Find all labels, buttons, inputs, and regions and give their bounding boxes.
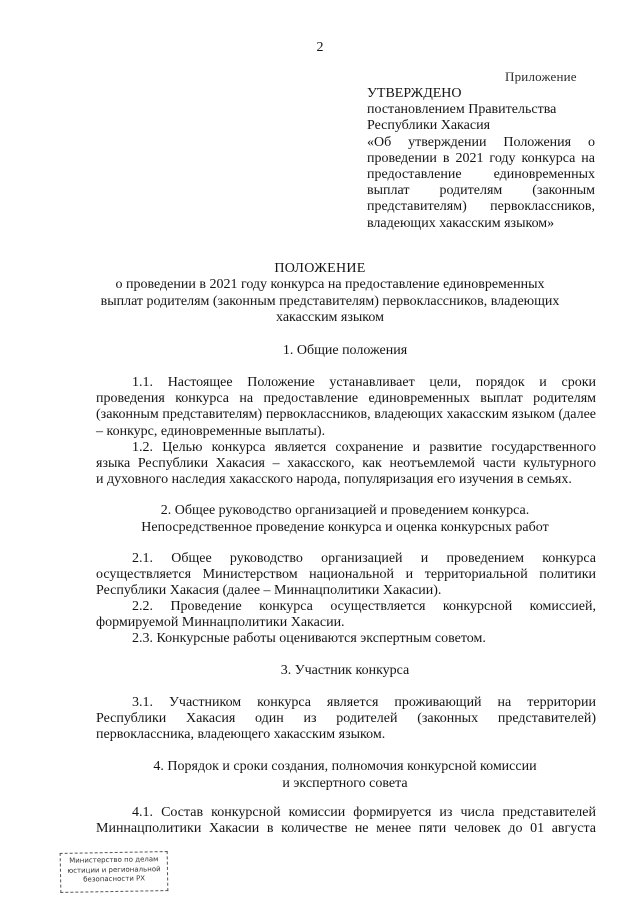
approval-line: УТВЕРЖДЕНО	[367, 86, 462, 101]
appendix-label: Приложение	[505, 69, 577, 84]
paragraph-2-1	[96, 551, 596, 600]
approval-line: постановлением Правительства	[367, 102, 557, 118]
document-title: ПОЛОЖЕНИЕ	[274, 261, 366, 276]
paragraph-1-2	[96, 440, 596, 489]
paragraph-line: первоклассника, владеющего хакасским языком.	[96, 727, 386, 743]
paragraph-line: 1.2. Целью конкурса является сохранение и развитие государственного	[132, 440, 596, 455]
stamp-line: безопасности РХ	[83, 874, 146, 884]
approval-line: предоставление единовременных	[367, 167, 595, 183]
approval-line: владеющих хакасским языком»	[367, 215, 555, 231]
paragraph-line: Республики Хакасия один из родителей (законных представителей)	[96, 711, 596, 727]
paragraph-line: языка Республики Хакасия – хакасского, как неотъемлемой части культурного	[96, 456, 596, 472]
approval-line: представителям) первоклассников,	[367, 199, 595, 215]
paragraph-2-2	[96, 599, 596, 631]
stamp-line: Министерство по делам	[69, 855, 159, 865]
section-1-heading	[90, 343, 600, 360]
paragraph-line: формируемой Миннацполитики Хакасии.	[96, 615, 345, 631]
approval-line: «Об утверждении Положения о	[367, 134, 595, 150]
approval-line: проведении в 2021 году конкурса на	[367, 150, 595, 166]
paragraph-line: осуществляется Министерством национальной и территориальной политики	[96, 567, 596, 583]
paragraph-2-3	[96, 631, 596, 647]
heading-line: 4. Порядок и сроки создания, полномочия конкурсной комиссии	[153, 759, 537, 774]
approval-line: выплат родителям (законным	[367, 183, 595, 199]
approval-line: Республики Хакасия	[367, 118, 491, 134]
subtitle-line: хакасским языком	[276, 310, 384, 325]
subtitle-line: о проведении в 2021 году конкурса на предоставление единовременных	[115, 277, 545, 292]
document-subtitle	[90, 277, 570, 327]
paragraph-line: и духовного наследия хакасского народа, популяризация его изучения в семьях.	[96, 472, 572, 488]
registration-stamp	[60, 851, 169, 893]
paragraph-line: (законным представителям) первоклассников, владеющих хакасским языком (далее	[96, 407, 596, 423]
paragraph-4-1	[96, 805, 596, 837]
paragraph-line: 2.1. Общее руководство организацией и проведением конкурса	[132, 551, 596, 566]
heading-line: Непосредственное проведение конкурса и оценка конкурсных работ	[141, 519, 549, 535]
heading-line: 3. Участник конкурса	[280, 663, 410, 678]
paragraph-1-1	[96, 375, 596, 440]
paragraph-line: 2.3. Конкурсные работы оцениваются экспертным советом.	[132, 631, 486, 646]
paragraph-line: 2.2. Проведение конкурса осуществляется конкурсной комиссией,	[132, 599, 596, 614]
heading-line: и экспертного совета	[282, 775, 408, 791]
paragraph-line: 1.1. Настоящее Положение устанавливает цели, порядок и сроки	[132, 375, 596, 390]
stamp-line: юстиции и региональной	[67, 864, 161, 875]
paragraph-line: Республики Хакасия (далее – Миннацполитики Хакасии).	[96, 583, 442, 599]
page-number: 2	[316, 40, 324, 55]
paragraph-line: Миннацполитики Хакасии в количестве не менее пяти человек до 01 августа	[96, 821, 596, 837]
paragraph-line: проведения конкурса на предоставление единовременных выплат родителям	[96, 391, 596, 407]
section-3-heading	[90, 663, 600, 680]
paragraph-line: – конкурс, единовременные выплаты).	[96, 423, 326, 439]
heading-line: 2. Общее руководство организацией и проведением конкурса.	[160, 503, 530, 518]
paragraph-3-1	[96, 695, 596, 744]
subtitle-line: выплат родителям (законным представителям) первоклассников, владеющих	[100, 293, 560, 309]
approval-block	[367, 86, 595, 232]
paragraph-line: 4.1. Состав конкурсной комиссии формируется из числа представителей	[132, 805, 596, 820]
paragraph-line: 3.1. Участником конкурса является проживающий на территории	[132, 695, 596, 710]
section-4-heading	[90, 759, 600, 792]
heading-line: 1. Общие положения	[282, 343, 408, 358]
section-2-heading	[90, 503, 600, 536]
